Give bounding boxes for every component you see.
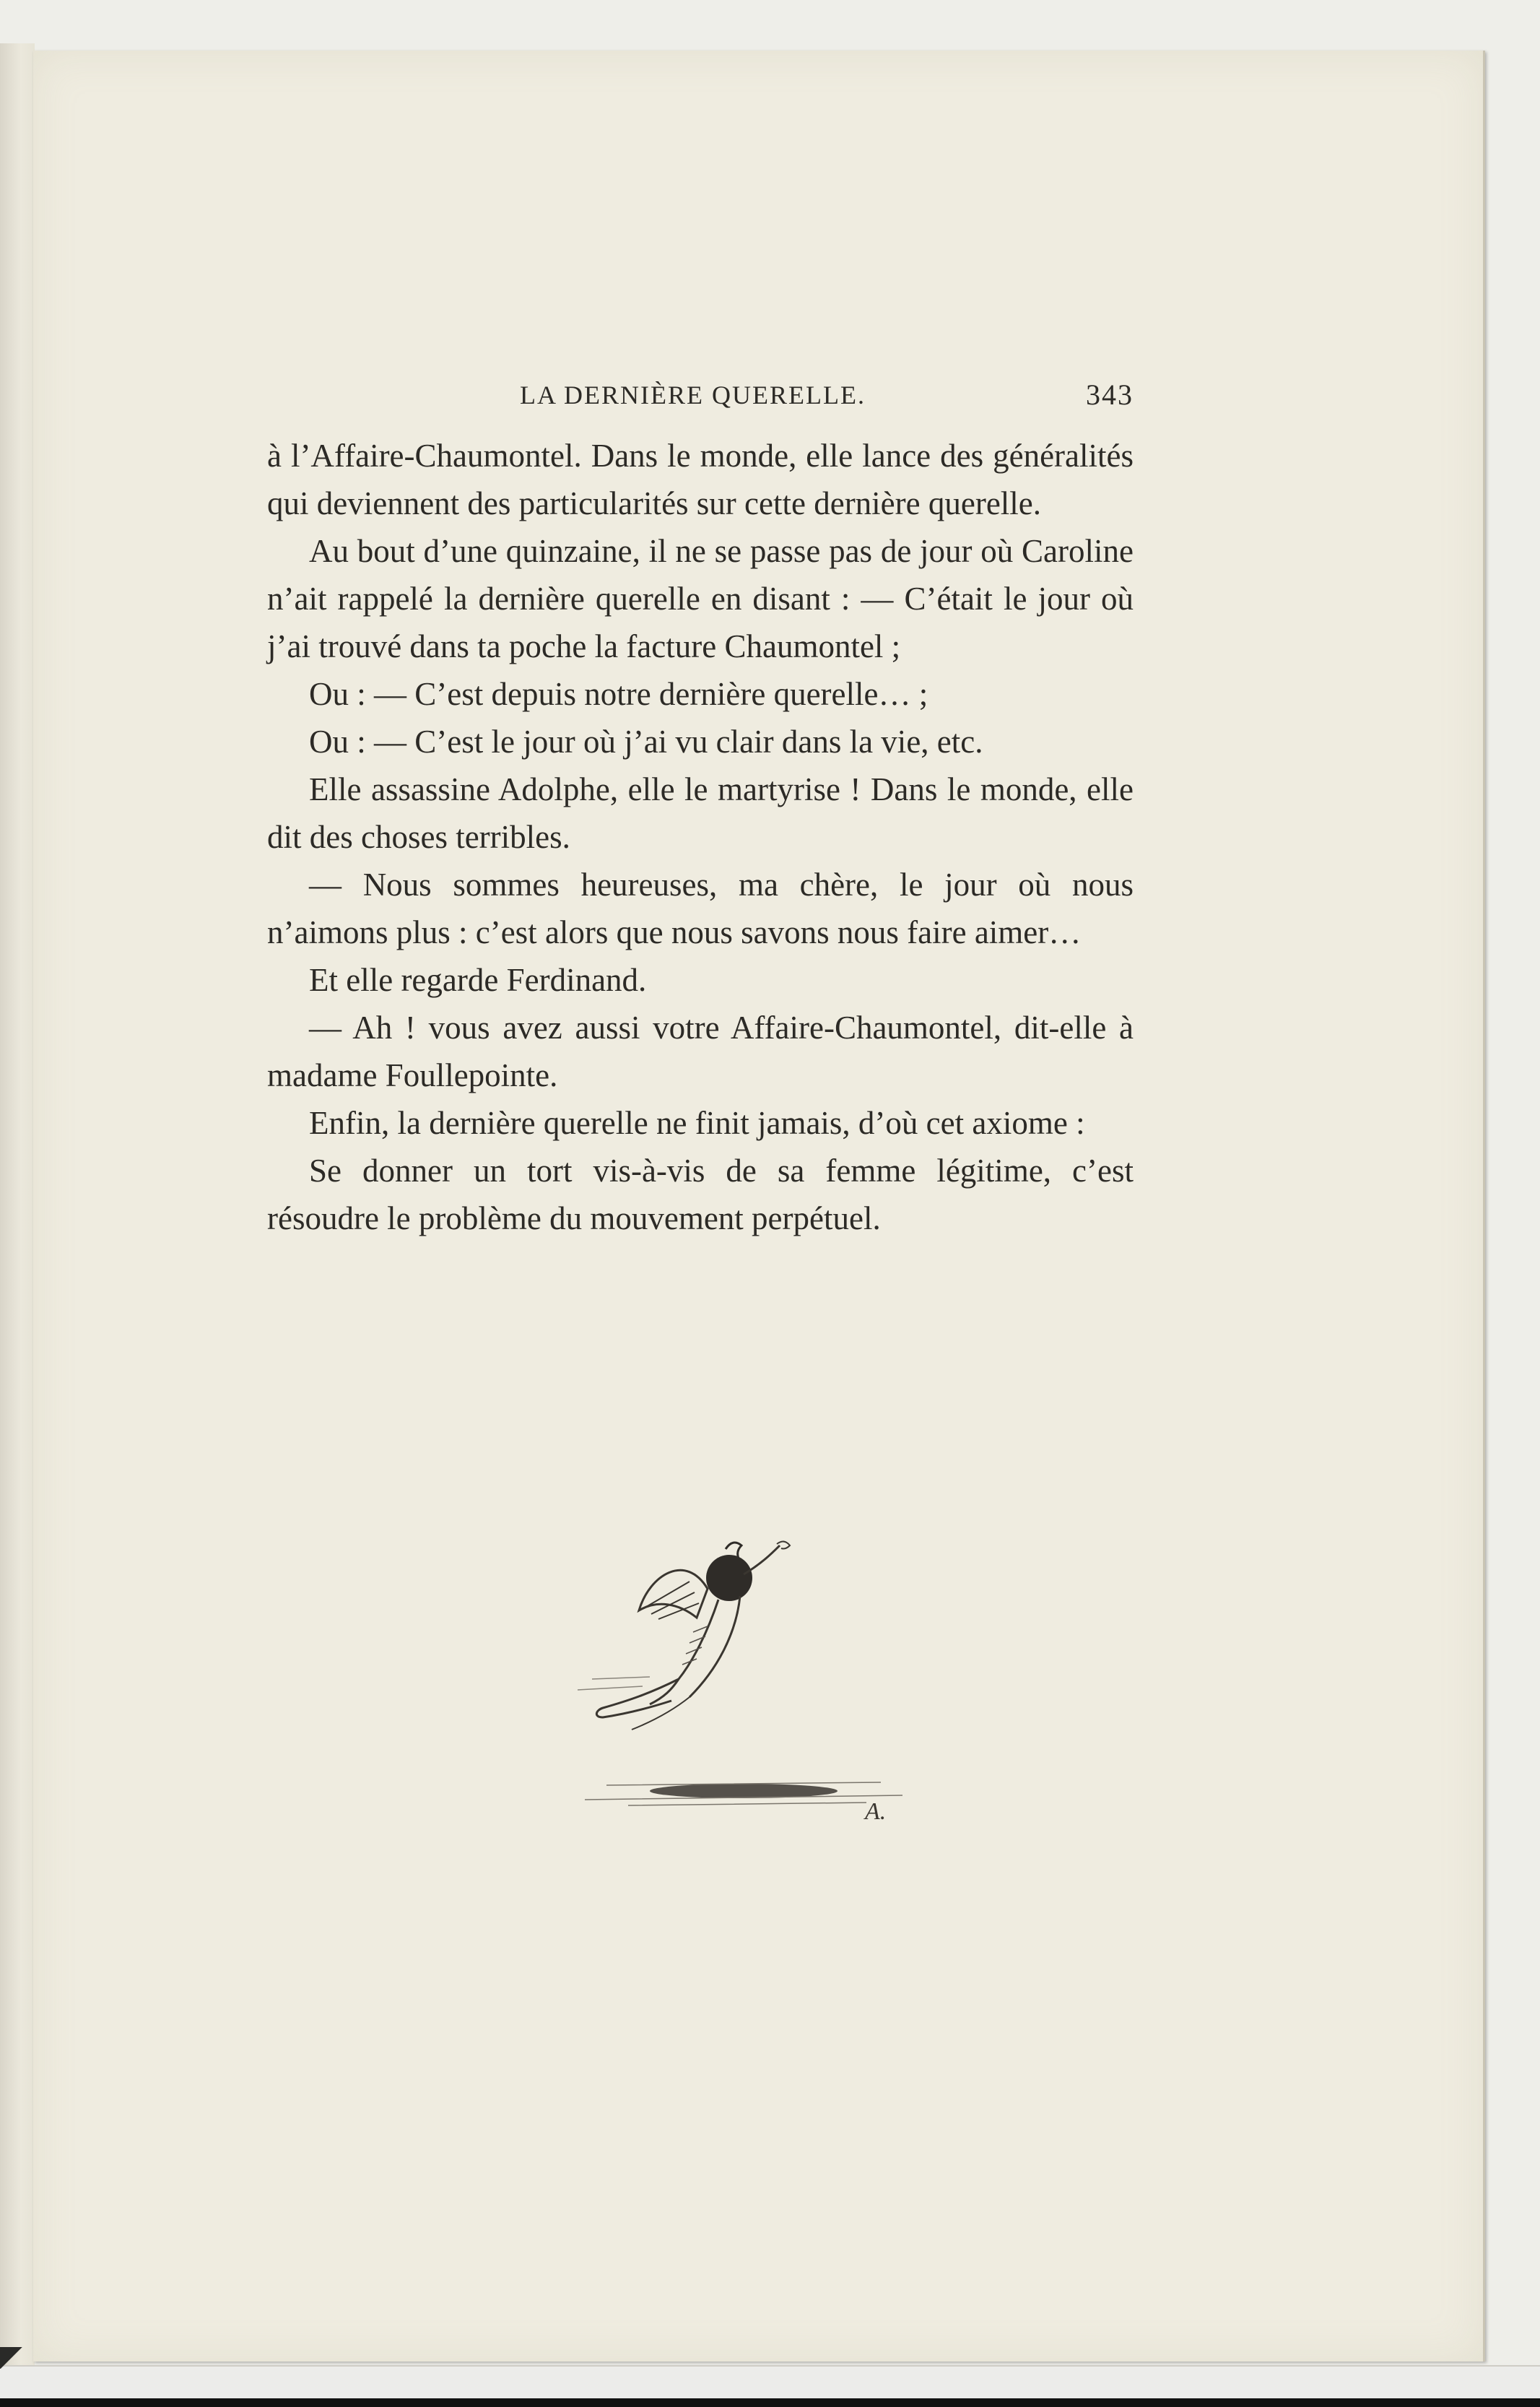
- scan-edge-bar: [0, 2398, 1540, 2407]
- cherub-engraving-icon: [563, 1524, 924, 1827]
- page-number: 343: [1086, 378, 1134, 411]
- scan-bottom-border: [0, 2365, 1540, 2407]
- paragraph: — Nous sommes heureuses, ma chère, le jour où nous n’aimons plus : c’est alors que nous savons nous faire aimer…: [267, 867, 1134, 950]
- facing-page-edge: [0, 43, 35, 2369]
- running-head: [267, 367, 1134, 415]
- artist-signature: A.: [865, 1798, 887, 1825]
- paragraph: Et elle regarde Ferdinand.: [309, 962, 647, 998]
- paragraph: Elle assassine Adolphe, elle le martyrise ! Dans le monde, elle dit des choses terribles.: [267, 771, 1134, 855]
- paragraph: Au bout d’une quinzaine, il ne se passe pas de jour où Caroline n’ait rappelé la dernière querelle en disant : — C’était le jour où j’ai trouvé dans ta poche la facture Chaumontel ;: [267, 533, 1134, 664]
- paragraph: Enfin, la dernière querelle ne finit jamais, d’où cet axiome :: [309, 1105, 1085, 1141]
- paragraph: à l’Affaire-Chaumontel. Dans le monde, elle lance des généralités qui deviennent des particularités sur cette dernière querelle.: [267, 438, 1134, 521]
- paragraph: Se donner un tort vis-à-vis de sa femme légitime, c’est résoudre le problème du mouvement perpétuel.: [267, 1153, 1134, 1236]
- running-title: LA DERNIÈRE QUERELLE.: [520, 381, 866, 409]
- bottom-corner-mark: [0, 2347, 33, 2369]
- paragraph: — Ah ! vous avez aussi votre Affaire-Chaumontel, dit-elle à madame Foullepointe.: [267, 1010, 1134, 1093]
- paragraph: Ou : — C’est le jour où j’ai vu clair dans la vie, etc.: [309, 724, 983, 760]
- page-text: [267, 367, 1134, 1242]
- paragraph: Ou : — C’est depuis notre dernière querelle… ;: [309, 676, 928, 712]
